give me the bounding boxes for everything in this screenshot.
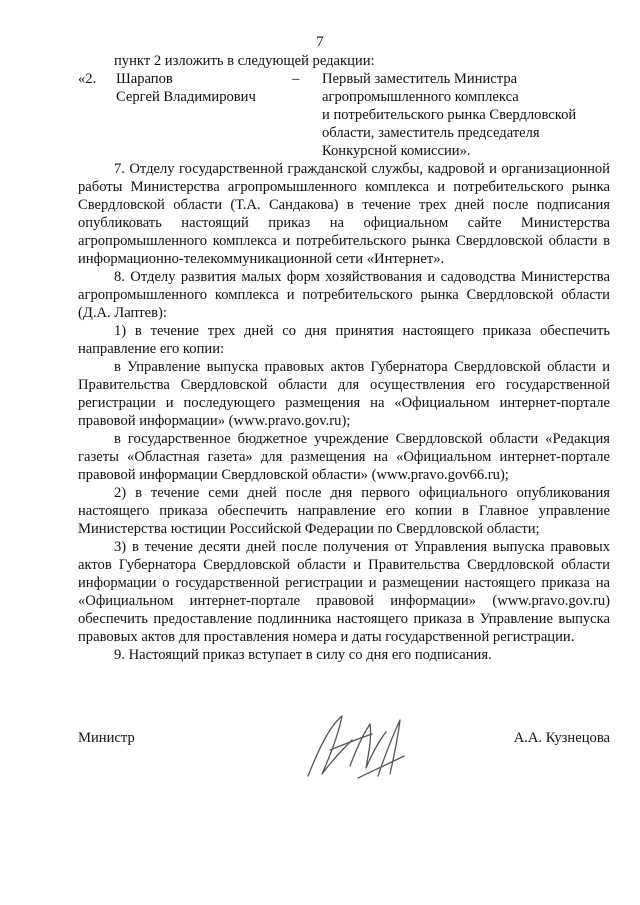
intro-line: пункт 2 изложить в следующей редакции: (114, 53, 375, 69)
position-line: Первый заместитель Министра (322, 71, 518, 87)
paragraph-8: 8. Отделу развития малых форм хозяйствования и садоводства Министерства агропромышленного комплекса и потребительского рынка Свердловской области (Д.А. Лаптев): (78, 269, 610, 321)
handwritten-signature (300, 706, 412, 788)
redaction-surname: Шарапов (116, 71, 173, 87)
paragraph-7: 7. Отделу государственной гражданской службы, кадровой и организационной работы Министерства агропромышленного комплекса и потребительского рынка Свердловской области (Т.А. Сандакова) в течение трех дней после подписания опубликовать настоящий приказ на официальном сайте Министерства агропромышленного комплекса и потребительского рынка Свердловской области в информационно-телекоммуникационной сети «Интернет». (78, 161, 610, 267)
position-line: области, заместитель председателя (322, 125, 540, 141)
paragraph-8-item-1-a: в Управление выпуска правовых актов Губернатора Свердловской области и Правительства Свердловской области для осуществления его государственной регистрации и последующего размещения на «Официальном интернет-портале правовой информации» (www.pravo.gov.ru); (78, 359, 610, 429)
redaction-name (116, 70, 292, 160)
signatory-name: А.А. Кузнецова (513, 730, 610, 746)
position-line: Конкурсной комиссии». (322, 143, 471, 159)
paragraph-8-item-3: 3) в течение десяти дней после получения от Управления выпуска правовых актов Губернатора Свердловской области и Правительства Свердловской области информации о государственной регистрации и размещении настоящего приказа на «Официальном интернет-портале правовой информации» (www.pravo.gov.ru) обеспечить предоставление подлинника настоящего приказа в Управление выпуска правовых актов для проставления номера и даты государственной регистрации. (78, 539, 610, 645)
signatory-title: Министр (78, 730, 135, 746)
position-line: агропромышленного комплекса (322, 89, 519, 105)
signature-row (78, 729, 610, 747)
redaction-dash: – (292, 71, 300, 87)
paragraph-8-item-1: 1) в течение трех дней со дня принятия настоящего приказа обеспечить направление его копии: (78, 323, 610, 357)
redaction-position (322, 70, 610, 160)
redaction-block (78, 70, 610, 160)
document-body (78, 52, 610, 664)
redaction-number: «2. (78, 71, 97, 87)
position-line: и потребительского рынка Свердловской (322, 107, 577, 123)
redaction-given-names: Сергей Владимирович (116, 89, 256, 105)
page-number: 7 (316, 34, 324, 50)
paragraph-8-item-1-b: в государственное бюджетное учреждение Свердловской области «Редакция газеты «Областная газета» для размещения на «Официальном интернет-портале правовой информации Свердловской области» (www.pravo.gov66.ru); (78, 431, 610, 483)
paragraph-9: 9. Настоящий приказ вступает в силу со дня его подписания. (114, 647, 492, 663)
paragraph-8-item-2: 2) в течение семи дней после дня первого официального опубликования настоящего приказа обеспечить направление его копии в Главное управление Министерства юстиции Российской Федерации по Свердловской области; (78, 485, 610, 537)
